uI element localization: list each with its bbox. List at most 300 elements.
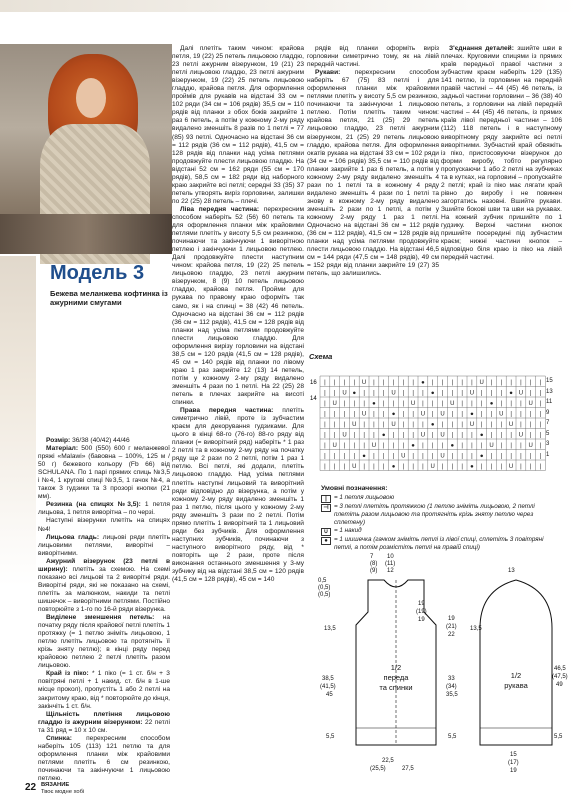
svg-text:|: | — [353, 380, 356, 386]
svg-text:|: | — [520, 443, 522, 449]
svg-text:|: | — [373, 464, 375, 470]
paragraph-heading: Спинка: — [46, 734, 72, 742]
svg-text:(34): (34) — [446, 684, 457, 690]
svg-text:|: | — [451, 411, 454, 418]
svg-text:|: | — [471, 380, 473, 386]
svg-text:|: | — [529, 453, 532, 460]
svg-text:|: | — [382, 422, 385, 428]
svg-text:|: | — [500, 390, 503, 397]
svg-text:|: | — [333, 432, 336, 439]
svg-text:|: | — [510, 443, 512, 449]
svg-text:|: | — [471, 432, 473, 439]
paragraph — [307, 69, 439, 278]
svg-text:|: | — [412, 422, 414, 428]
svg-text:5,5: 5,5 — [326, 734, 335, 740]
svg-text:|: | — [353, 401, 356, 407]
svg-text:●: ● — [391, 411, 396, 418]
svg-text:U: U — [528, 443, 533, 449]
svg-text:22: 22 — [448, 632, 455, 638]
svg-text:|: | — [490, 432, 493, 439]
svg-text:|: | — [402, 422, 405, 428]
svg-text:1/2: 1/2 — [510, 671, 522, 680]
paragraph — [172, 45, 304, 206]
svg-text:|: | — [402, 380, 405, 386]
svg-text:|: | — [490, 422, 493, 428]
svg-text:|: | — [461, 443, 463, 449]
svg-text:13: 13 — [508, 568, 515, 574]
svg-text:|: | — [363, 422, 365, 428]
svg-text:U: U — [440, 432, 445, 439]
svg-text:U: U — [508, 464, 514, 470]
svg-text:|: | — [500, 401, 503, 407]
svg-text:|: | — [510, 411, 512, 418]
svg-text:|: | — [353, 443, 356, 449]
svg-text:|: | — [353, 453, 356, 460]
svg-text:|: | — [382, 390, 385, 397]
svg-text:|: | — [441, 464, 444, 470]
svg-text:|: | — [412, 464, 414, 470]
svg-text:27,5: 27,5 — [402, 766, 414, 772]
schema-title: Схема — [309, 352, 333, 361]
svg-text:|: | — [520, 453, 522, 460]
svg-text:|: | — [422, 464, 424, 470]
svg-text:|: | — [520, 401, 522, 407]
svg-text:|: | — [461, 390, 463, 397]
svg-text:|: | — [402, 443, 405, 449]
paragraph-text: лицьові ряди плетіть лицьовими петлями, виворітні – виворітними. — [38, 533, 171, 557]
paragraph — [441, 45, 562, 262]
svg-text:|: | — [431, 401, 434, 407]
svg-text:|: | — [451, 390, 454, 397]
svg-text:|: | — [471, 453, 473, 460]
svg-text:|: | — [471, 443, 473, 449]
svg-text:|: | — [382, 453, 385, 460]
svg-text:|: | — [441, 390, 444, 397]
svg-text:|: | — [529, 380, 532, 386]
svg-text:|: | — [412, 453, 414, 460]
svg-text:U: U — [508, 422, 514, 428]
svg-text:0,5: 0,5 — [318, 578, 327, 584]
svg-text:|: | — [422, 443, 424, 449]
svg-text:U: U — [518, 432, 524, 439]
svg-text:|: | — [441, 380, 444, 386]
svg-text:(0,5): (0,5) — [318, 585, 331, 591]
svg-text:|: | — [431, 432, 434, 439]
svg-text:|: | — [431, 453, 434, 460]
svg-text:35,5: 35,5 — [446, 692, 458, 698]
svg-text:|: | — [333, 464, 336, 470]
paragraph — [38, 670, 170, 710]
svg-text:|: | — [490, 411, 493, 418]
svg-text:|: | — [441, 443, 444, 449]
svg-text:|: | — [431, 411, 434, 418]
svg-text:|: | — [343, 380, 346, 386]
svg-text:|: | — [363, 464, 365, 470]
svg-text:|: | — [324, 422, 326, 428]
svg-text:|: | — [333, 411, 336, 418]
svg-text:|: | — [343, 464, 346, 470]
paragraph-text: 22 петлі та 31 ряд = 10 х 10 см. — [38, 718, 170, 734]
svg-text:|: | — [422, 390, 424, 397]
svg-text:|: | — [382, 411, 385, 418]
knitting-chart — [310, 376, 560, 478]
svg-text:7: 7 — [370, 554, 374, 560]
legend-item: ⊣ = 3 петлі плетіть протяжкою (1 петлю зніміть лицьовою, 2 петлі плетіть разом лицьовою та протягніть крізь зняту петлю через сплетену) — [321, 503, 561, 527]
svg-text:|: | — [324, 443, 326, 449]
svg-text:●: ● — [479, 453, 484, 460]
svg-text:|: | — [539, 453, 542, 460]
svg-text:(41,5): (41,5) — [320, 684, 336, 690]
svg-text:|: | — [480, 464, 483, 470]
svg-text:|: | — [529, 411, 532, 418]
svg-text:|: | — [480, 411, 483, 418]
svg-text:|: | — [520, 380, 522, 386]
paragraph-text: перехресним способом наберіть 52 (56) 60 петель та для оформлення планки між крайовими петлями плетіть у висоту 5,5 см резинкою, починаючи та закінчуючи 1 виворітною петлею і закінчуючи 1 лицьовою петлею. Далі продовжуйте плести наступним чином: крайова петля, 19 (22) 25 петель лицьовою гладдю, 23 петлі ажурним візерунком, 8 (9) 10 петель лицьовою гладдю, крайова петля. Пройми для рукава по правому краю оформіть так само, як і на спинці = 38 (42) 46 петель. Одночасно на відстані 36 см = 112 рядів (36 см = 112 рядів), 41,5 см = 128 рядів від планки над усіма петлями продовжуйте плести лицьовою гладдю. Для оформлення вирізу горловини на відстані 38,5 см = 120 рядів (41,5 см = 128 рядів), 45 см = 140 рядів від планки по лівому краю 1 раз закрийте 12 (13) 14 петель, потім у кожному 2-му ряду видалено зменшіть 4 рази по 1 петлі. На 22 (25) 28 петель в плечах закрийте на висоті спинки. — [172, 205, 304, 407]
footer-brand: ВЯЗАНИЕ — [41, 782, 70, 788]
paragraph-text: 1 петля лицьова, 1 петля виворітна – по черзі. — [38, 501, 170, 517]
svg-text:U: U — [410, 401, 416, 407]
svg-text:U: U — [528, 401, 533, 407]
svg-text:|: | — [412, 432, 414, 439]
svg-text:|: | — [461, 432, 463, 439]
svg-text:|: | — [422, 453, 424, 460]
svg-text:|: | — [412, 411, 414, 418]
svg-text:19: 19 — [448, 616, 455, 622]
text-column-2 — [172, 45, 304, 584]
svg-text:(21): (21) — [446, 624, 457, 630]
svg-text:|: | — [382, 380, 385, 386]
paragraph — [172, 407, 304, 584]
svg-text:(47,5): (47,5) — [552, 674, 568, 680]
svg-text:|: | — [451, 432, 454, 439]
svg-text:|: | — [480, 443, 483, 449]
legend-item: ● = 1 шишечка (гачком зніміть петлі із лівої спиці, сплетіть 3 повітряні петлі, а потім розмістіть петлі на правій спиці) — [321, 536, 561, 552]
svg-text:(0,5): (0,5) — [318, 592, 331, 598]
svg-text:|: | — [500, 432, 503, 439]
svg-text:U: U — [440, 411, 445, 418]
svg-text:|: | — [510, 401, 512, 407]
svg-text:|: | — [539, 443, 542, 449]
svg-text:●: ● — [509, 390, 513, 397]
svg-text:|: | — [431, 380, 434, 386]
svg-text:(9): (9) — [370, 568, 378, 574]
paragraph-heading: Лицьова гладь: — [46, 533, 100, 541]
svg-text:19: 19 — [510, 768, 517, 774]
svg-text:|: | — [490, 380, 493, 386]
paragraph — [38, 437, 170, 445]
svg-text:|: | — [353, 432, 356, 439]
svg-text:|: | — [363, 390, 365, 397]
svg-text:1/2: 1/2 — [390, 663, 402, 672]
svg-text:●: ● — [362, 453, 366, 460]
svg-text:(17): (17) — [508, 760, 519, 766]
top-strip — [0, 0, 578, 12]
svg-text:|: | — [324, 390, 326, 397]
svg-text:19: 19 — [418, 617, 425, 623]
text-column-3 — [307, 45, 439, 278]
svg-text:10: 10 — [387, 554, 394, 560]
svg-text:U: U — [440, 453, 445, 460]
paragraph-heading: З'єднання деталей: — [449, 45, 514, 52]
svg-text:|: | — [373, 380, 375, 386]
svg-text:●: ● — [421, 380, 425, 386]
paragraph-text: 500 (550) 600 г меланжевої пряжі «Malawi» (бавовна – 100%, 125 м / 50 г) бежевого кольору (Fb 66) від SCHULANA. По 1 парі прямих спиць №3,5 і №4, 1 кругові спиці №3,5, 1 гачок №4, а також 3 гудзики та 3 прозорі кнопки (21 мм). — [38, 445, 170, 501]
svg-text:U: U — [361, 380, 367, 386]
paragraph-text: плетіть за схемою. На схемі показано всі лицьові та 2 виворітні ряди. Виворітні ряди, які не показано на схемі, плетіть за малюнком, накиди та петлі шишечок – виворітними петлями. Постійно повторюйте з 1-го по 16-й ряди візерунка. — [38, 565, 170, 613]
paragraph — [38, 445, 170, 501]
svg-text:|: | — [539, 432, 542, 439]
svg-text:|: | — [324, 453, 326, 460]
svg-text:|: | — [333, 422, 336, 428]
svg-text:|: | — [441, 401, 444, 407]
svg-text:|: | — [324, 401, 326, 407]
svg-text:|: | — [461, 401, 463, 407]
svg-text:|: | — [392, 432, 395, 439]
svg-text:|: | — [500, 380, 503, 386]
legend — [321, 494, 561, 552]
svg-text:|: | — [451, 422, 454, 428]
svg-text:19: 19 — [418, 601, 425, 607]
svg-text:●: ● — [479, 432, 484, 439]
paragraph-text: Далі плетіть таким чином: крайова петля, 19 (22) 25 петель лицьовою гладдю, 23 петлі ажурним візерунком, 19 (21) 23 петлі лицьовою гладдю, 23 петлі ажурним візерунком, 19 (22) 25 петель лицьовою гладдю, крайова петля. Для оформлення проймів для рукавів на відстані 33 см = 102 ряди (34 см = 106 рядів) 35,5 см = 110 рядів від планки з обох боків закрийте 1 раз 6 петель, а потім у кожному 2-му ряду видалено зменшіть 8 разів по 1 петлі = 77 (85) 93 петлі. Одночасно на відстані 36 см = 112 рядів (36 см = 112 рядів), 41,5 см = 128 рядів від планки над усіма петлями продовжуйте плести лицьовою гладдю. На відстані 52 см = 162 ряди (55 см = 170 рядів), 58,5 см = 182 ряди від наборного краю закрийте всі петлі; середні 33 (35) 37 петель утворять виріз горловини, залишки по 22 (25) 28 петель – плечі. — [172, 45, 304, 205]
chart-right-labels: 15 13 11 9 7 5 3 1 — [546, 378, 553, 458]
svg-text:45: 45 — [326, 692, 333, 698]
svg-text:U: U — [391, 390, 396, 397]
svg-text:●: ● — [411, 443, 415, 449]
svg-text:●: ● — [381, 432, 386, 439]
svg-text:U: U — [332, 443, 337, 449]
svg-text:(11): (11) — [385, 561, 396, 567]
svg-text:|: | — [500, 464, 503, 470]
svg-text:|: | — [529, 390, 532, 397]
paragraph-text: зшийте шви в плечах. Круговими спицями із прямих країв передньої правої частини з зубчастим краєм наберіть 129 (135) 141 петлю, із горловини на передній правій частині – 44 (45) 46 петель, із задньої частини горловини – 36 (38) 40 петель, з горловини на лівій передній частині – 44 (45) 46 петель, із прямих країв лівої передньої частини – 106 (112) 118 петель і в наступному виворітному ряду закрийте всі петлі виворітними. Зубчастий край обвяжіть із піко, пристосовуючи візерунок до форми виробу, тобто регулярно пропускаючи 1 або 2 петлі на зубчиках та в кутках, на горловині – пропускайте 2 петлі; край із піко має лягати край рівно до виробу і не повинен загортатись назовні. Вшийте рукави. Зшийте бокові шви та шви на рукавах. На кожний зубчик пришийте по 1 гудзику. Верхні частини кнопок пришийте посередині під зубчастим краєм; нижні частини кнопок – відповідно біля краю із піко на лівій передній частині. — [441, 45, 562, 262]
chart-row-label: 16 — [310, 380, 317, 386]
chart-row-label: 14 — [310, 396, 317, 402]
svg-text:|: | — [539, 401, 542, 407]
svg-text:15: 15 — [510, 752, 517, 758]
svg-text:U: U — [342, 432, 347, 439]
svg-text:U: U — [469, 422, 475, 428]
svg-text:U: U — [361, 411, 367, 418]
svg-text:|: | — [510, 453, 512, 460]
svg-text:5,5: 5,5 — [554, 734, 563, 740]
svg-text:|: | — [324, 380, 326, 386]
paragraph-heading: Резинка (на спицях №3,5): — [46, 501, 141, 509]
svg-text:U: U — [479, 380, 484, 386]
svg-text:22,5: 22,5 — [382, 758, 394, 764]
paragraph-text: рядів від планки оформіть виріз горловини симетрично тому, як на лівій передній частині. — [307, 45, 439, 69]
svg-text:U: U — [371, 443, 377, 449]
svg-text:|: | — [461, 464, 463, 470]
svg-text:|: | — [500, 443, 503, 449]
svg-text:●: ● — [391, 464, 396, 470]
svg-text:|: | — [500, 453, 503, 460]
svg-text:|: | — [480, 390, 483, 397]
svg-text:|: | — [520, 411, 522, 418]
paragraph-heading: Матеріал: — [46, 445, 79, 453]
svg-text:●: ● — [352, 390, 357, 397]
svg-text:|: | — [392, 401, 395, 407]
svg-text:38,5: 38,5 — [322, 676, 334, 682]
svg-text:|: | — [343, 401, 346, 407]
svg-text:|: | — [441, 422, 444, 428]
model-photo — [0, 44, 172, 254]
svg-text:|: | — [324, 411, 326, 418]
svg-text:U: U — [352, 422, 357, 428]
svg-text:U: U — [352, 464, 357, 470]
svg-text:|: | — [539, 464, 542, 470]
paragraph — [38, 614, 170, 670]
svg-text:|: | — [373, 411, 375, 418]
svg-text:●: ● — [470, 411, 474, 418]
svg-text:|: | — [382, 464, 385, 470]
svg-text:|: | — [422, 422, 424, 428]
paragraph-text: перехресним способом наберіть 105 (113) 121 петлю та для оформлення планки між крайовими петлями плетіть 6 см резинкою, починаючи та закінчуючи 1 лицьовою петлею. — [38, 734, 170, 782]
svg-text:●: ● — [470, 464, 474, 470]
svg-text:переда: переда — [383, 673, 409, 682]
svg-text:U: U — [518, 390, 524, 397]
paragraph-text: * 1 піко (= 1 ст. б/н + 3 повітряні петлі + 1 накид. ст. б/н в 1-ше місце прокол), пропустіть 1 або 2 петлі на закритому краю, від * повторюйте до кінця, закінчіть 1 ст. б/н. — [38, 670, 170, 710]
svg-text:(25,5): (25,5) — [370, 766, 386, 772]
svg-text:|: | — [343, 453, 346, 460]
svg-text:|: | — [373, 453, 375, 460]
svg-text:|: | — [451, 464, 454, 470]
svg-text:49: 49 — [556, 682, 563, 688]
svg-text:●: ● — [372, 401, 376, 407]
svg-text:|: | — [539, 380, 542, 386]
svg-text:|: | — [333, 390, 336, 397]
svg-text:|: | — [363, 443, 365, 449]
svg-text:|: | — [520, 464, 522, 470]
svg-text:U: U — [391, 422, 396, 428]
svg-text:|: | — [412, 380, 414, 386]
svg-text:|: | — [353, 411, 356, 418]
pattern-front-back — [318, 550, 478, 780]
svg-text:13,5: 13,5 — [470, 626, 482, 632]
svg-text:U: U — [420, 432, 426, 439]
svg-text:та спинки: та спинки — [379, 683, 413, 692]
svg-text:|: | — [333, 380, 336, 386]
svg-text:46,5: 46,5 — [554, 666, 566, 672]
svg-text:5,5: 5,5 — [448, 734, 457, 740]
paragraph-heading: Край із піко: — [46, 670, 89, 678]
svg-text:|: | — [529, 464, 532, 470]
paragraph-heading: Виділене зменшення петель: — [46, 614, 155, 622]
pattern-sleeve — [470, 550, 568, 780]
svg-text:|: | — [539, 390, 542, 397]
svg-text:|: | — [500, 422, 503, 428]
svg-text:|: | — [392, 380, 395, 386]
svg-text:|: | — [373, 432, 375, 439]
svg-text:|: | — [431, 443, 434, 449]
svg-text:(19): (19) — [416, 609, 427, 615]
svg-text:|: | — [461, 422, 463, 428]
svg-text:|: | — [392, 443, 395, 449]
model-title: Модель 3 — [50, 262, 145, 284]
svg-text:U: U — [420, 411, 426, 418]
svg-text:|: | — [480, 422, 483, 428]
svg-text:U: U — [332, 401, 337, 407]
svg-text:|: | — [402, 432, 405, 439]
decorative-strip — [0, 256, 36, 586]
svg-text:|: | — [333, 453, 336, 460]
svg-text:12: 12 — [387, 568, 394, 574]
svg-text:|: | — [451, 453, 454, 460]
svg-text:13,5: 13,5 — [324, 626, 336, 632]
svg-text:|: | — [343, 422, 346, 428]
svg-text:|: | — [539, 411, 542, 418]
svg-text:|: | — [490, 390, 493, 397]
svg-text:|: | — [529, 422, 532, 428]
svg-text:|: | — [402, 464, 405, 470]
svg-text:|: | — [373, 422, 375, 428]
svg-text:|: | — [412, 390, 414, 397]
svg-text:|: | — [529, 432, 532, 439]
paragraph-text: 36/38 (40/42) 44/46 — [72, 437, 130, 444]
paragraph — [38, 517, 170, 533]
paragraph-heading: Ажурний візерунок (23 петлі в ширину): — [38, 557, 170, 573]
paragraph-text: перехресним способом наберіть 67 (75) 83 петлі і для оформлення планки між крайовими петлями плетіть у висоту 5,5 см резинкою, починаючи та закінчуючи 1 лицьовою петлею. Потім плетіть таким чином: крайова петля, 21 (25) 29 петель лицьовою гладдю, 23 петлі ажурним візерунком, 21 (25) 29 петель лицьовою гладдю, крайова петля. Для оформлення окатів рукава на відстані 33 см = 102 ряди (34 см = 106 рядів) 35,5 см = 110 рядів від планки закрийте 1 раз 6 петель, а потім у кожному 2-му ряду видалено зменшіть 4 рази по 1 петлі та в кожному 4 ряду видалено зменшіть 4 рази по 1 петлі та знову в кожному 2-му ряду видалено зменшіть 2 рази по 1 петлі, а потім у кожному 2-му ряду 1 раз 1 петлі. Одночасно на відстані 36 см = 112 рядів (36 см = 112 рядів), 41,5 см = 128 рядів від планки над усіма петлями продовжуйте плести лицьовою гладдю. На відстані 46,5 см = 144 ряди (47,5 см = 148 рядів), 49 см = 152 ряди від планки закрийте 19 (27) 35 петель, що залишились. — [307, 69, 439, 278]
legend-title: Умовні позначення: — [321, 485, 388, 492]
legend-item: | = 1 петля лицьовою — [321, 494, 561, 503]
svg-text:|: | — [520, 422, 522, 428]
svg-text:|: | — [373, 390, 375, 397]
svg-text:|: | — [382, 401, 385, 407]
svg-text:●: ● — [450, 443, 455, 449]
svg-text:U: U — [450, 401, 455, 407]
paragraph-heading: Розмір: — [46, 437, 71, 444]
svg-text:●: ● — [489, 401, 494, 407]
svg-text:|: | — [343, 443, 346, 449]
svg-text:|: | — [451, 380, 454, 386]
legend-item: ∪ = 1 накид — [321, 527, 561, 536]
svg-text:|: | — [510, 380, 512, 386]
paragraph-text: Наступні візерунки плетіть на спицях №4! — [38, 517, 170, 533]
svg-text:|: | — [343, 411, 346, 418]
paragraph — [172, 206, 304, 407]
svg-text:|: | — [461, 453, 463, 460]
svg-text:●: ● — [430, 422, 435, 428]
text-column-1 — [38, 437, 170, 783]
paragraph — [38, 711, 170, 735]
svg-text:U: U — [489, 443, 494, 449]
svg-text:|: | — [363, 432, 365, 439]
svg-text:(8): (8) — [370, 561, 378, 567]
svg-text:|: | — [490, 453, 493, 460]
svg-text:U: U — [342, 390, 347, 397]
svg-text:|: | — [490, 464, 493, 470]
svg-text:|: | — [471, 401, 473, 407]
text-column-4 — [441, 45, 562, 262]
paragraph-heading: Рукави: — [315, 69, 341, 77]
svg-text:33: 33 — [448, 676, 455, 682]
paragraph-text: плетіть симетрично лівій, проте із зубчастим краєм для декорування гудзиками. Для цього в кінці 68-го (76-го) 88-го ряду від планки (= виворітний ряд) наберіть * 1 раз 2 петлі та в кожному 2-му ряду на початку ряду ще 2 рази по 2 петлі, потім 1 раз 1 петлю. Всі петлі, які додали, плетіть лицьовою гладдю. Над усіма петлями плетіть наступні лицьовий та виворітний ряди відповідно до візерунка, а потім у кожному 2-му ряду видалено зменшіть 1 раз 1 петлю, після цього у кожному 2-му ряду зменшіть 3 рази по 2 петлі. Потім прямо плетіть 1 виворітний та 1 лицьовий ряди без зубчиків. Для оформлення наступних зубчиків, починаючи з наступного виворітного ряду, від * повторіть ще 2 рази, проте після виконання останнього зменшення у 3-му зубчику від на відстані 38,5 см = 120 рядів (41,5 см = 128 рядів), 45 см = 140 — [172, 407, 304, 584]
svg-text:U: U — [430, 464, 435, 470]
svg-text:●: ● — [430, 390, 435, 397]
svg-text:|: | — [480, 401, 483, 407]
svg-text:|: | — [402, 411, 405, 418]
paragraph — [38, 534, 170, 558]
svg-text:|: | — [402, 401, 405, 407]
footer-tagline: Твоє модне хобі — [41, 789, 85, 795]
paragraph — [38, 735, 170, 783]
svg-text:|: | — [382, 443, 385, 449]
svg-text:рукава: рукава — [504, 681, 528, 690]
svg-text:|: | — [461, 380, 463, 386]
paragraph-heading: Щільність плетіння лицьовою гладдю із ажурним візерунком: — [38, 710, 170, 726]
paragraph — [38, 501, 170, 517]
svg-text:|: | — [363, 401, 365, 407]
